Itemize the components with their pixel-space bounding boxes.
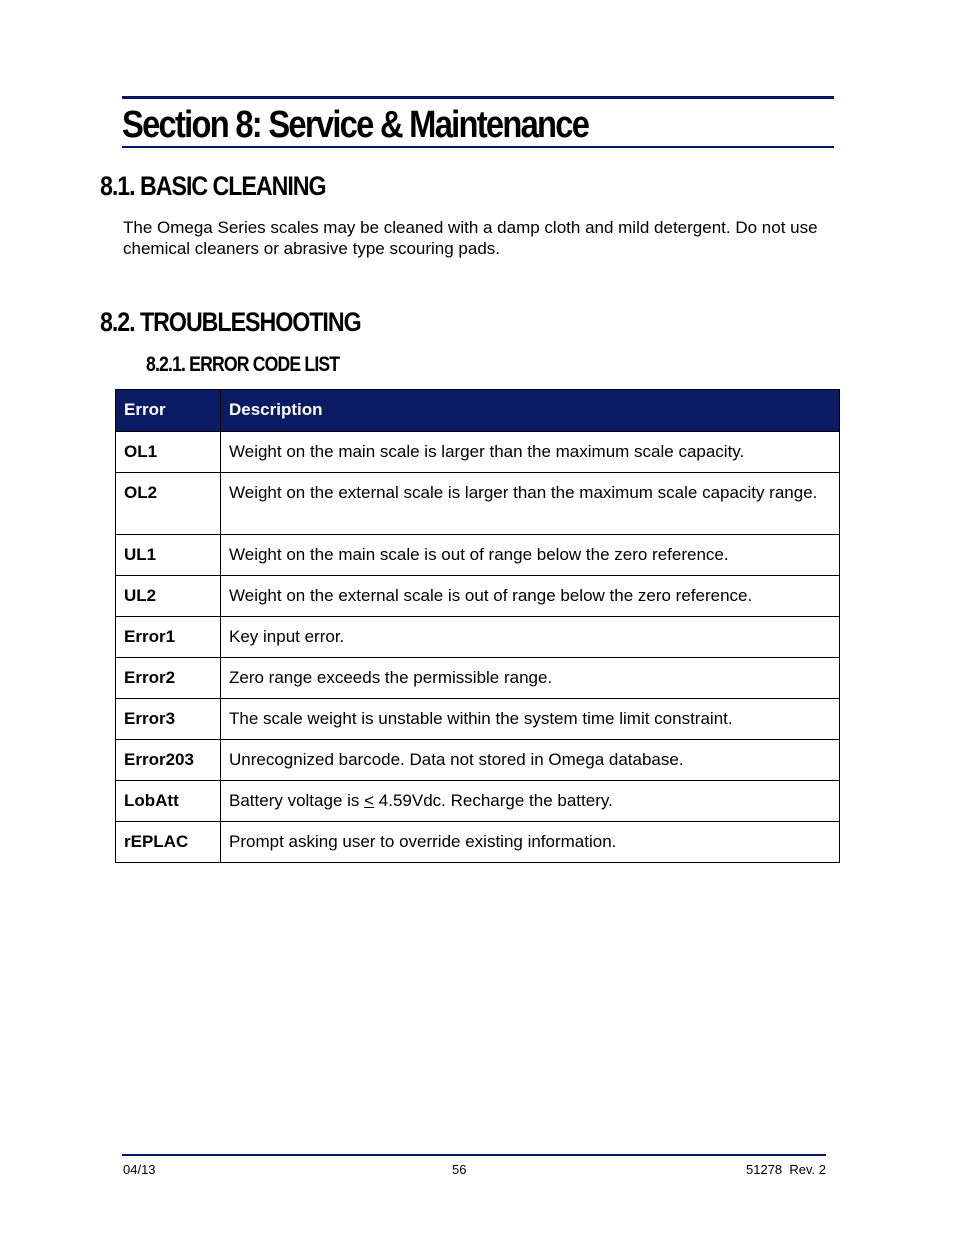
section-title: Section 8: Service & Maintenance [122, 104, 589, 146]
section-title-bar [122, 96, 834, 148]
table-row [116, 576, 840, 617]
basic-cleaning-text: The Omega Series scales may be cleaned with a damp cloth and mild detergent. Do not use chemical cleaners or abrasive type scouring pads. [123, 218, 818, 258]
header-error: Error [116, 390, 221, 432]
error-code: Error1 [116, 617, 221, 658]
header-description: Description [221, 390, 840, 432]
error-code: OL2 [116, 473, 221, 535]
footer-document-id: 51278 Rev. 2 [746, 1162, 826, 1177]
heading-troubleshooting: 8.2. TROUBLESHOOTING [100, 307, 361, 337]
error-code: LobAtt [116, 781, 221, 822]
error-code-table [115, 389, 840, 863]
error-code: Error3 [116, 699, 221, 740]
table-row [116, 740, 840, 781]
footer-page-number: 56 [452, 1162, 467, 1177]
footer-date: 04/13 [123, 1162, 156, 1177]
error-code: Error203 [116, 740, 221, 781]
error-description: Weight on the external scale is larger than the maximum scale capacity range. [221, 473, 840, 535]
error-description: Unrecognized barcode. Data not stored in Omega database. [221, 740, 840, 781]
less-than-or-equal-symbol: < [364, 791, 375, 810]
table-row [116, 432, 840, 473]
description-text: Battery voltage is [229, 791, 365, 810]
error-description [221, 781, 840, 822]
error-code: rEPLAC [116, 822, 221, 863]
error-description: Weight on the main scale is out of range below the zero reference. [221, 535, 840, 576]
error-code: Error2 [116, 658, 221, 699]
table-row [116, 699, 840, 740]
table-row [116, 781, 840, 822]
error-code: UL2 [116, 576, 221, 617]
heading-error-code-list: 8.2.1. ERROR CODE LIST [146, 353, 340, 376]
error-description: Weight on the external scale is out of range below the zero reference. [221, 576, 840, 617]
error-description: Key input error. [221, 617, 840, 658]
description-text: 4.59Vdc. Recharge the battery. [374, 791, 613, 810]
table-row [116, 535, 840, 576]
table-row [116, 473, 840, 535]
error-description: Zero range exceeds the permissible range. [221, 658, 840, 699]
heading-basic-cleaning: 8.1. BASIC CLEANING [100, 171, 326, 201]
table-row [116, 617, 840, 658]
error-description: Weight on the main scale is larger than the maximum scale capacity. [221, 432, 840, 473]
error-description: Prompt asking user to override existing information. [221, 822, 840, 863]
error-code: UL1 [116, 535, 221, 576]
table-row [116, 658, 840, 699]
table-row [116, 822, 840, 863]
table-header-row [116, 390, 840, 432]
error-description: The scale weight is unstable within the system time limit constraint. [221, 699, 840, 740]
footer-divider [122, 1154, 826, 1156]
error-code: OL1 [116, 432, 221, 473]
